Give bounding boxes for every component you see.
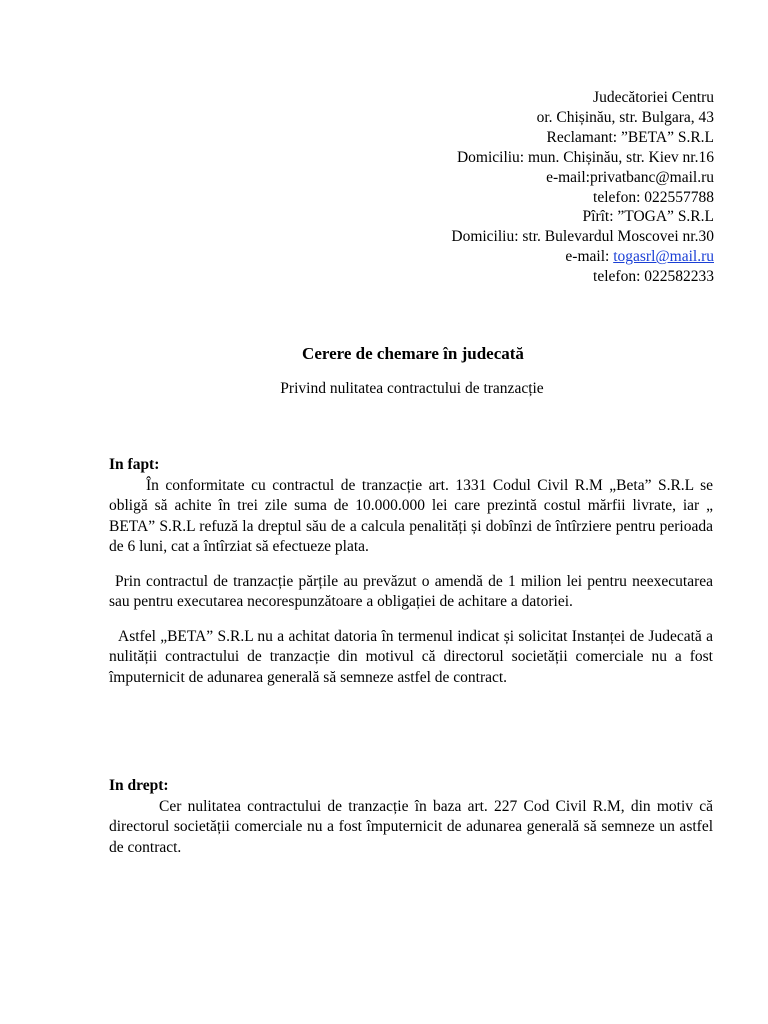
law-paragraph-1: Cer nulitatea contractului de tranzacție în baza art. 227 Cod Civil R.M, din motiv că directorul societății comerciale nu a fost împuternicit de adunarea generală să semneze un astfel de contract. [109, 797, 713, 856]
court-address: or. Chișinău, str. Bulgara, 43 [536, 108, 714, 126]
plaintiff-name: Reclamant: ”BETA” S.R.L [546, 128, 714, 146]
facts-paragraph-1: În conformitate cu contractul de tranzacție art. 1331 Codul Civil R.M „Beta” S.R.L se obligă să achite în trei zile suma de 10.000.000 lei care prezintă costul mărfii livrate, iar „ BETA” S.R.L refuză la dreptul său de a calcula penalități și dobînzi de întîrziere pentru perioada de 6 luni, cat a întîrziat să efectueze plata. [109, 476, 713, 555]
paragraph-gap [109, 558, 713, 572]
defendant-domicile: Domiciliu: str. Bulevardul Moscovei nr.30 [451, 228, 714, 246]
plaintiff-domicile: Domiciliu: mun. Chișinău, str. Kiev nr.16 [456, 148, 714, 166]
document-title: Cerere de chemare în judecată [302, 344, 524, 363]
defendant-email [451, 247, 714, 267]
paragraph-gap [109, 613, 713, 627]
defendant-phone: telefon: 022582233 [593, 268, 714, 286]
plaintiff-email: e-mail:privatbanc@mail.ru [546, 168, 714, 186]
plaintiff-phone: telefon: 022557788 [593, 188, 714, 206]
court-name: Judecătoriei Centru [593, 89, 714, 106]
address-block [451, 88, 714, 287]
law-heading: In drept: [109, 777, 169, 794]
defendant-email-label: e-mail: [565, 248, 614, 266]
defendant-name: Pîrît: ”TOGA” S.R.L [582, 208, 714, 226]
document-subtitle: Privind nulitatea contractului de tranzacție [280, 380, 544, 397]
law-section [109, 776, 713, 858]
defendant-email-link[interactable]: togasrl@mail.ru [613, 248, 714, 266]
facts-section [109, 455, 713, 688]
facts-paragraph-3: Astfel „BETA” S.R.L nu a achitat datoria în termenul indicat și solicitat Instanței de Judecată a nulității contractului de tranzacție din motivul că directorul societății comerciale nu a fost împuternicit de adunarea generală să semneze astfel de contract. [109, 627, 713, 686]
facts-heading: In fapt: [109, 456, 160, 473]
facts-paragraph-2: Prin contractul de tranzacție părțile au prevăzut o amendă de 1 milion lei pentru neexecutarea sau pentru executarea necorespunzătoare a obligației de achitare a datoriei. [109, 572, 713, 610]
